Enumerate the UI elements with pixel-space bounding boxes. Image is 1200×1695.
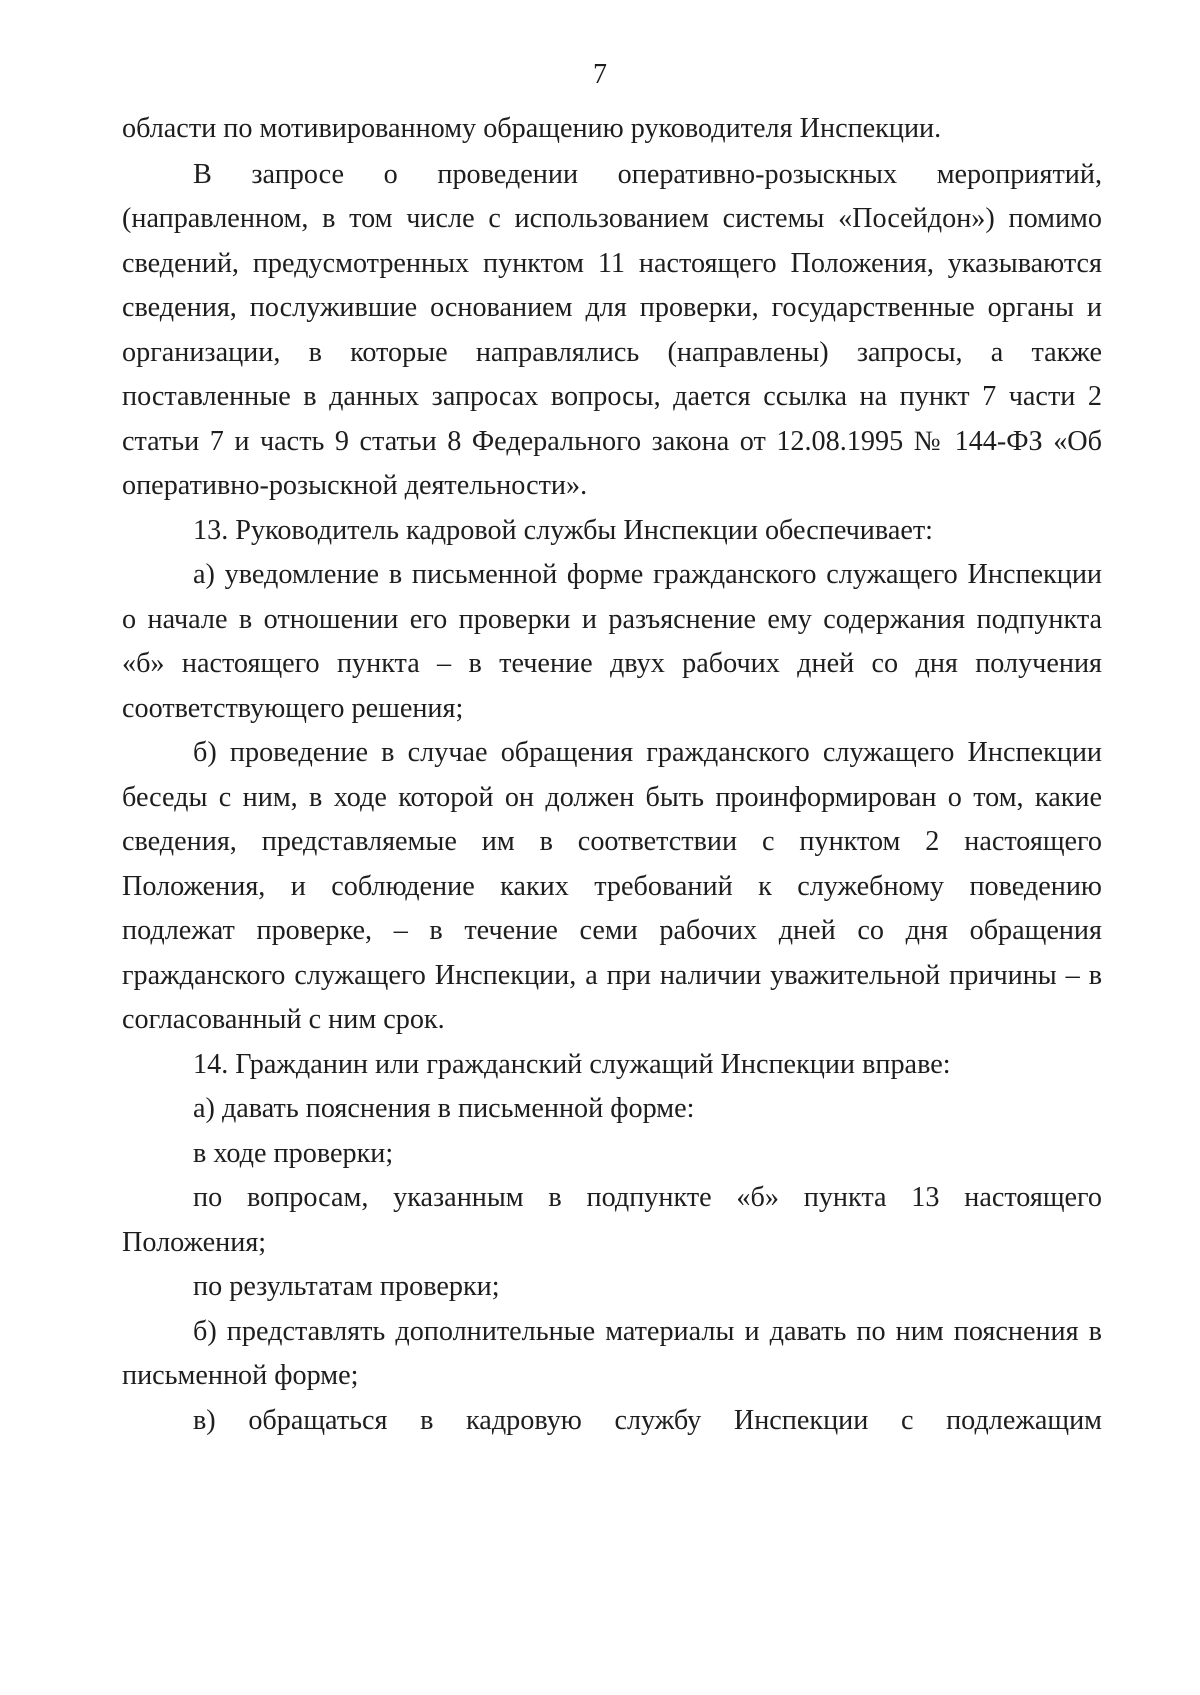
text-line: Положения; [122, 1227, 267, 1258]
section-heading: 14. Гражданин или гражданский служащий Инспекции вправе: [193, 1049, 951, 1080]
text-line: сведения, представляемые им в соответствии с пунктом 2 настоящего [122, 826, 1102, 857]
text-line: «б» настоящего пункта – в течение двух рабочих дней со дня получения [122, 648, 1102, 679]
text-line: согласованный с ним срок. [122, 1004, 445, 1035]
text-line: поставленные в данных запросах вопросы, дается ссылка на пункт 7 части 2 [122, 381, 1102, 412]
text-line: а) давать пояснения в письменной форме: [193, 1093, 695, 1124]
text-line: статьи 7 и часть 9 статьи 8 Федерального закона от 12.08.1995 № 144-ФЗ «Об [122, 426, 1102, 457]
text-line: беседы с ним, в ходе которой он должен быть проинформирован о том, какие [122, 782, 1102, 813]
text-line: сведений, предусмотренных пунктом 11 настоящего Положения, указываются [122, 248, 1102, 279]
section-heading: 13. Руководитель кадровой службы Инспекции обеспечивает: [193, 515, 934, 546]
text-line: организации, в которые направлялись (направлены) запросы, а также [122, 337, 1102, 368]
text-line: а) уведомление в письменной форме гражданского служащего Инспекции [193, 559, 1102, 590]
text-line: сведения, послужившие основанием для проверки, государственные органы и [122, 292, 1102, 323]
text-line: в) обращаться в кадровую службу Инспекции с подлежащим [193, 1405, 1102, 1436]
text-line: подлежат проверке, – в течение семи рабочих дней со дня обращения [122, 915, 1102, 946]
text-line: соответствующего решения; [122, 693, 464, 724]
text-line: по вопросам, указанным в подпункте «б» пункта 13 настоящего [193, 1182, 1102, 1213]
text-line: письменной форме; [122, 1360, 359, 1391]
text-line: (направленном, в том числе с использованием системы «Посейдон») помимо [122, 203, 1102, 234]
text-line: области по мотивированному обращению руководителя Инспекции. [122, 113, 942, 144]
text-line: о начале в отношении его проверки и разъяснение ему содержания подпункта [122, 604, 1102, 635]
page-number: 7 [593, 59, 607, 90]
text-line: Положения, и соблюдение каких требований к служебному поведению [122, 871, 1102, 902]
text-line: б) проведение в случае обращения гражданского служащего Инспекции [193, 737, 1102, 768]
text-line: в ходе проверки; [193, 1138, 394, 1169]
text-line: гражданского служащего Инспекции, а при наличии уважительной причины – в [122, 960, 1102, 991]
text-line: б) представлять дополнительные материалы и давать по ним пояснения в [193, 1316, 1102, 1347]
text-line: оперативно-розыскной деятельности». [122, 470, 588, 501]
text-line: по результатам проверки; [193, 1271, 500, 1302]
text-line: В запросе о проведении оперативно-розыскных мероприятий, [193, 159, 1102, 190]
